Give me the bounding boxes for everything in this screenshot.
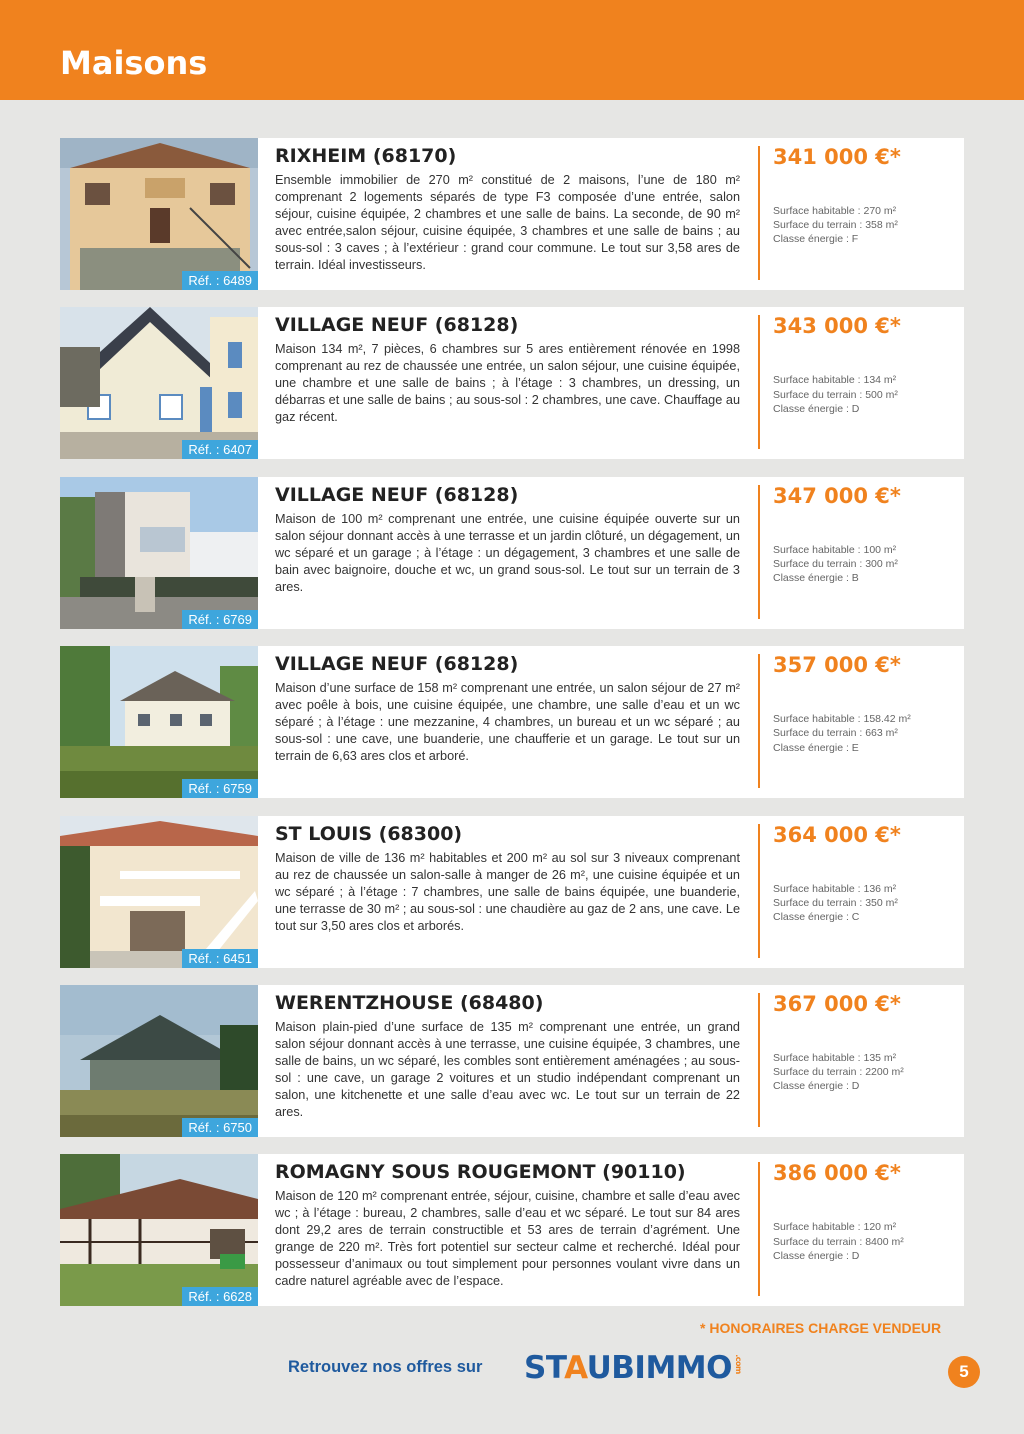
- listing-price: 357 000 €*: [773, 653, 901, 678]
- page-title: Maisons: [60, 44, 208, 82]
- surface-terrain: Surface du terrain : 358 m²: [773, 219, 898, 232]
- listing-description: Maison 134 m², 7 pièces, 6 chambres sur 5 ares entièrement rénovée en 1998 comprenant au rez de chaussée une entrée, un salon séjour, une cuisine équipée, une chambre et une salle de bains ; à l’étage : 3 chambres, un dressing, un débarras et une salle de bains ; au sous-sol : 2 chambres, une cave. Chauffage au gaz récent.: [275, 342, 740, 425]
- divider: [758, 485, 760, 619]
- listing-price: 367 000 €*: [773, 991, 901, 1016]
- listing-description: Maison de ville de 136 m² habitables et 200 m² au sol sur 3 niveaux comprenant au rez de chaussée un salon-salle à manger de 26 m², une cuisine équipée et un wc séparé ; à l’étage : 7 chambres, une salle de bains équipée, une buanderie, une terrasse de 30 m² ; au sous-sol : une chaudière au gaz de 2 ans, une cave. Le tout sur 3,50 ares clos et arborés.: [275, 850, 740, 933]
- page-header: [0, 0, 1024, 100]
- listing-price: 347 000 €*: [773, 483, 901, 508]
- listing-title[interactable]: VILLAGE NEUF (68128): [275, 483, 519, 506]
- reference-badge: Réf. : 6759: [182, 779, 258, 798]
- classe-energie: Classe énergie : D: [773, 402, 860, 415]
- surface-terrain: Surface du terrain : 8400 m²: [773, 1235, 904, 1248]
- classe-energie: Classe énergie : E: [773, 741, 859, 754]
- surface-habitable: Surface habitable : 120 m²: [773, 1221, 897, 1234]
- divider: [758, 824, 760, 958]
- listing-card[interactable]: [60, 646, 964, 798]
- listing-title[interactable]: ST LOUIS (68300): [275, 822, 463, 845]
- listing-card[interactable]: [60, 1154, 964, 1306]
- divider: [758, 1162, 760, 1296]
- listing-card[interactable]: [60, 477, 964, 629]
- divider: [758, 315, 760, 449]
- listing-title[interactable]: ROMAGNY SOUS ROUGEMONT (90110): [275, 1161, 686, 1184]
- fees-note: * HONORAIRES CHARGE VENDEUR: [700, 1320, 942, 1336]
- listing-photo[interactable]: [60, 646, 258, 798]
- listing-title[interactable]: WERENTZHOUSE (68480): [275, 991, 544, 1014]
- listing-photo[interactable]: [60, 477, 258, 629]
- listing-photo[interactable]: [60, 307, 258, 459]
- listing-price: 341 000 €*: [773, 145, 901, 169]
- logo-part-1: ST: [524, 1350, 565, 1386]
- classe-energie: Classe énergie : D: [773, 1080, 860, 1093]
- surface-terrain: Surface du terrain : 300 m²: [773, 557, 898, 570]
- reference-badge: Réf. : 6750: [182, 1118, 258, 1137]
- surface-habitable: Surface habitable : 100 m²: [773, 543, 897, 556]
- listing-title[interactable]: VILLAGE NEUF (68128): [275, 314, 519, 337]
- listing-photo[interactable]: [60, 816, 258, 968]
- divider: [758, 654, 760, 788]
- listing-photo[interactable]: [60, 985, 258, 1137]
- footer-text: Retrouvez nos offres sur: [288, 1358, 483, 1376]
- listing-description: Maison de 120 m² comprenant entrée, séjour, cuisine, chambre et salle d’eau avec wc ; à l’étage : bureau, 2 chambres, salle d’eau et wc séparé. Le tout sur 84 ares dont 29,2 ares de terrain constructible et 53 ares de terrain d’agrément. Une grange de 220 m². Très fort potentiel sur secteur calme et recherché. Idéal pour possesseur d’animaux ou tout simplement pour personnes voulant vivre dans un cadre naturel agréable avec de l’espace.: [275, 1189, 740, 1289]
- page-number: 5: [948, 1356, 980, 1388]
- surface-habitable: Surface habitable : 134 m²: [773, 374, 897, 387]
- surface-habitable: Surface habitable : 135 m²: [773, 1051, 897, 1064]
- divider: [758, 993, 760, 1127]
- surface-habitable: Surface habitable : 158.42 m²: [773, 713, 911, 726]
- logo-part-2: A: [564, 1350, 587, 1386]
- surface-habitable: Surface habitable : 270 m²: [773, 205, 897, 217]
- classe-energie: Classe énergie : D: [773, 1249, 860, 1262]
- listing-photo[interactable]: [60, 1154, 258, 1306]
- reference-badge: Réf. : 6489: [182, 271, 258, 290]
- reference-badge: Réf. : 6628: [182, 1287, 258, 1306]
- classe-energie: Classe énergie : C: [773, 910, 860, 923]
- reference-badge: Réf. : 6451: [182, 949, 258, 968]
- surface-terrain: Surface du terrain : 2200 m²: [773, 1066, 904, 1079]
- surface-habitable: Surface habitable : 136 m²: [773, 882, 897, 895]
- surface-terrain: Surface du terrain : 350 m²: [773, 896, 898, 909]
- classe-energie: Classe énergie : F: [773, 233, 859, 246]
- surface-terrain: Surface du terrain : 500 m²: [773, 388, 898, 401]
- logo-com: .com: [733, 1354, 743, 1374]
- reference-badge: Réf. : 6769: [182, 610, 258, 629]
- listing-card[interactable]: [60, 307, 964, 459]
- listing-card[interactable]: [60, 816, 964, 968]
- listing-card[interactable]: [60, 138, 964, 290]
- surface-terrain: Surface du terrain : 663 m²: [773, 727, 898, 740]
- logo-part-3: UBIMMO: [586, 1350, 733, 1386]
- listing-price: 343 000 €*: [773, 314, 901, 339]
- listing-title[interactable]: RIXHEIM (68170): [275, 145, 457, 167]
- listings-list: [60, 138, 964, 1324]
- classe-energie: Classe énergie : B: [773, 572, 859, 585]
- listing-price: 386 000 €*: [773, 1161, 901, 1186]
- listing-title[interactable]: VILLAGE NEUF (68128): [275, 653, 519, 676]
- listing-description: Maison de 100 m² comprenant une entrée, une cuisine équipée ouverte sur un salon séjour donnant accès à une terrasse et un jardin clôturé, un dégagement, un wc séparé et un garage ; à l’étage : un dégagement, 3 chambres et une salle de bain avec baignoire, douche et wc, un grand sous-sol. Le tout sur un terrain de 3 ares.: [275, 511, 740, 594]
- listing-description: Maison d’une surface de 158 m² comprenant une entrée, un salon séjour de 27 m² avec poêle à bois, une cuisine équipée, une chambre, une salle d’eau et un wc séparé ; à l’étage : une mezzanine, 4 chambres, un bureau et un wc séparé ; au sous-sol : une cave, une buanderie, une chaufferie et un garage. Le tout sur un terrain de 6,63 ares clos et arboré.: [275, 681, 740, 764]
- listing-photo[interactable]: [60, 138, 258, 290]
- listing-description: Maison plain-pied d’une surface de 135 m² comprenant une entrée, un grand salon séjour donnant accès à une terrasse, une cuisine équipée, 3 chambres, une salle de bains, un wc séparé, les combles sont entièrement aménagées ; au sous-sol : une cave, un garage 2 voitures et un studio indépendant comprenant un salon, une kitchenette et une salle d’eau avec wc. Le tout sur un terrain de 22 ares.: [275, 1019, 740, 1119]
- listing-price: 364 000 €*: [773, 822, 901, 847]
- listing-description: Ensemble immobilier de 270 m² constitué de 2 maisons, l’une de 180 m² comprenant 2 logements séparés de type F3 composée d’une entrée, salon séjour, cuisine équipée, 2 chambres et une salle de bains. La seconde, de 90 m² avec entrée,salon séjour, cuisine équipée, 3 chambres et une salle de bains ; au sous-sol : 3 caves ; à l’extérieur : grand cour commune. Le tout sur 3,58 ares de terrain. Idéal investisseurs.: [275, 173, 740, 272]
- divider: [758, 146, 760, 280]
- staubimmo-logo[interactable]: [524, 1350, 752, 1394]
- listing-card[interactable]: [60, 985, 964, 1137]
- reference-badge: Réf. : 6407: [182, 440, 258, 459]
